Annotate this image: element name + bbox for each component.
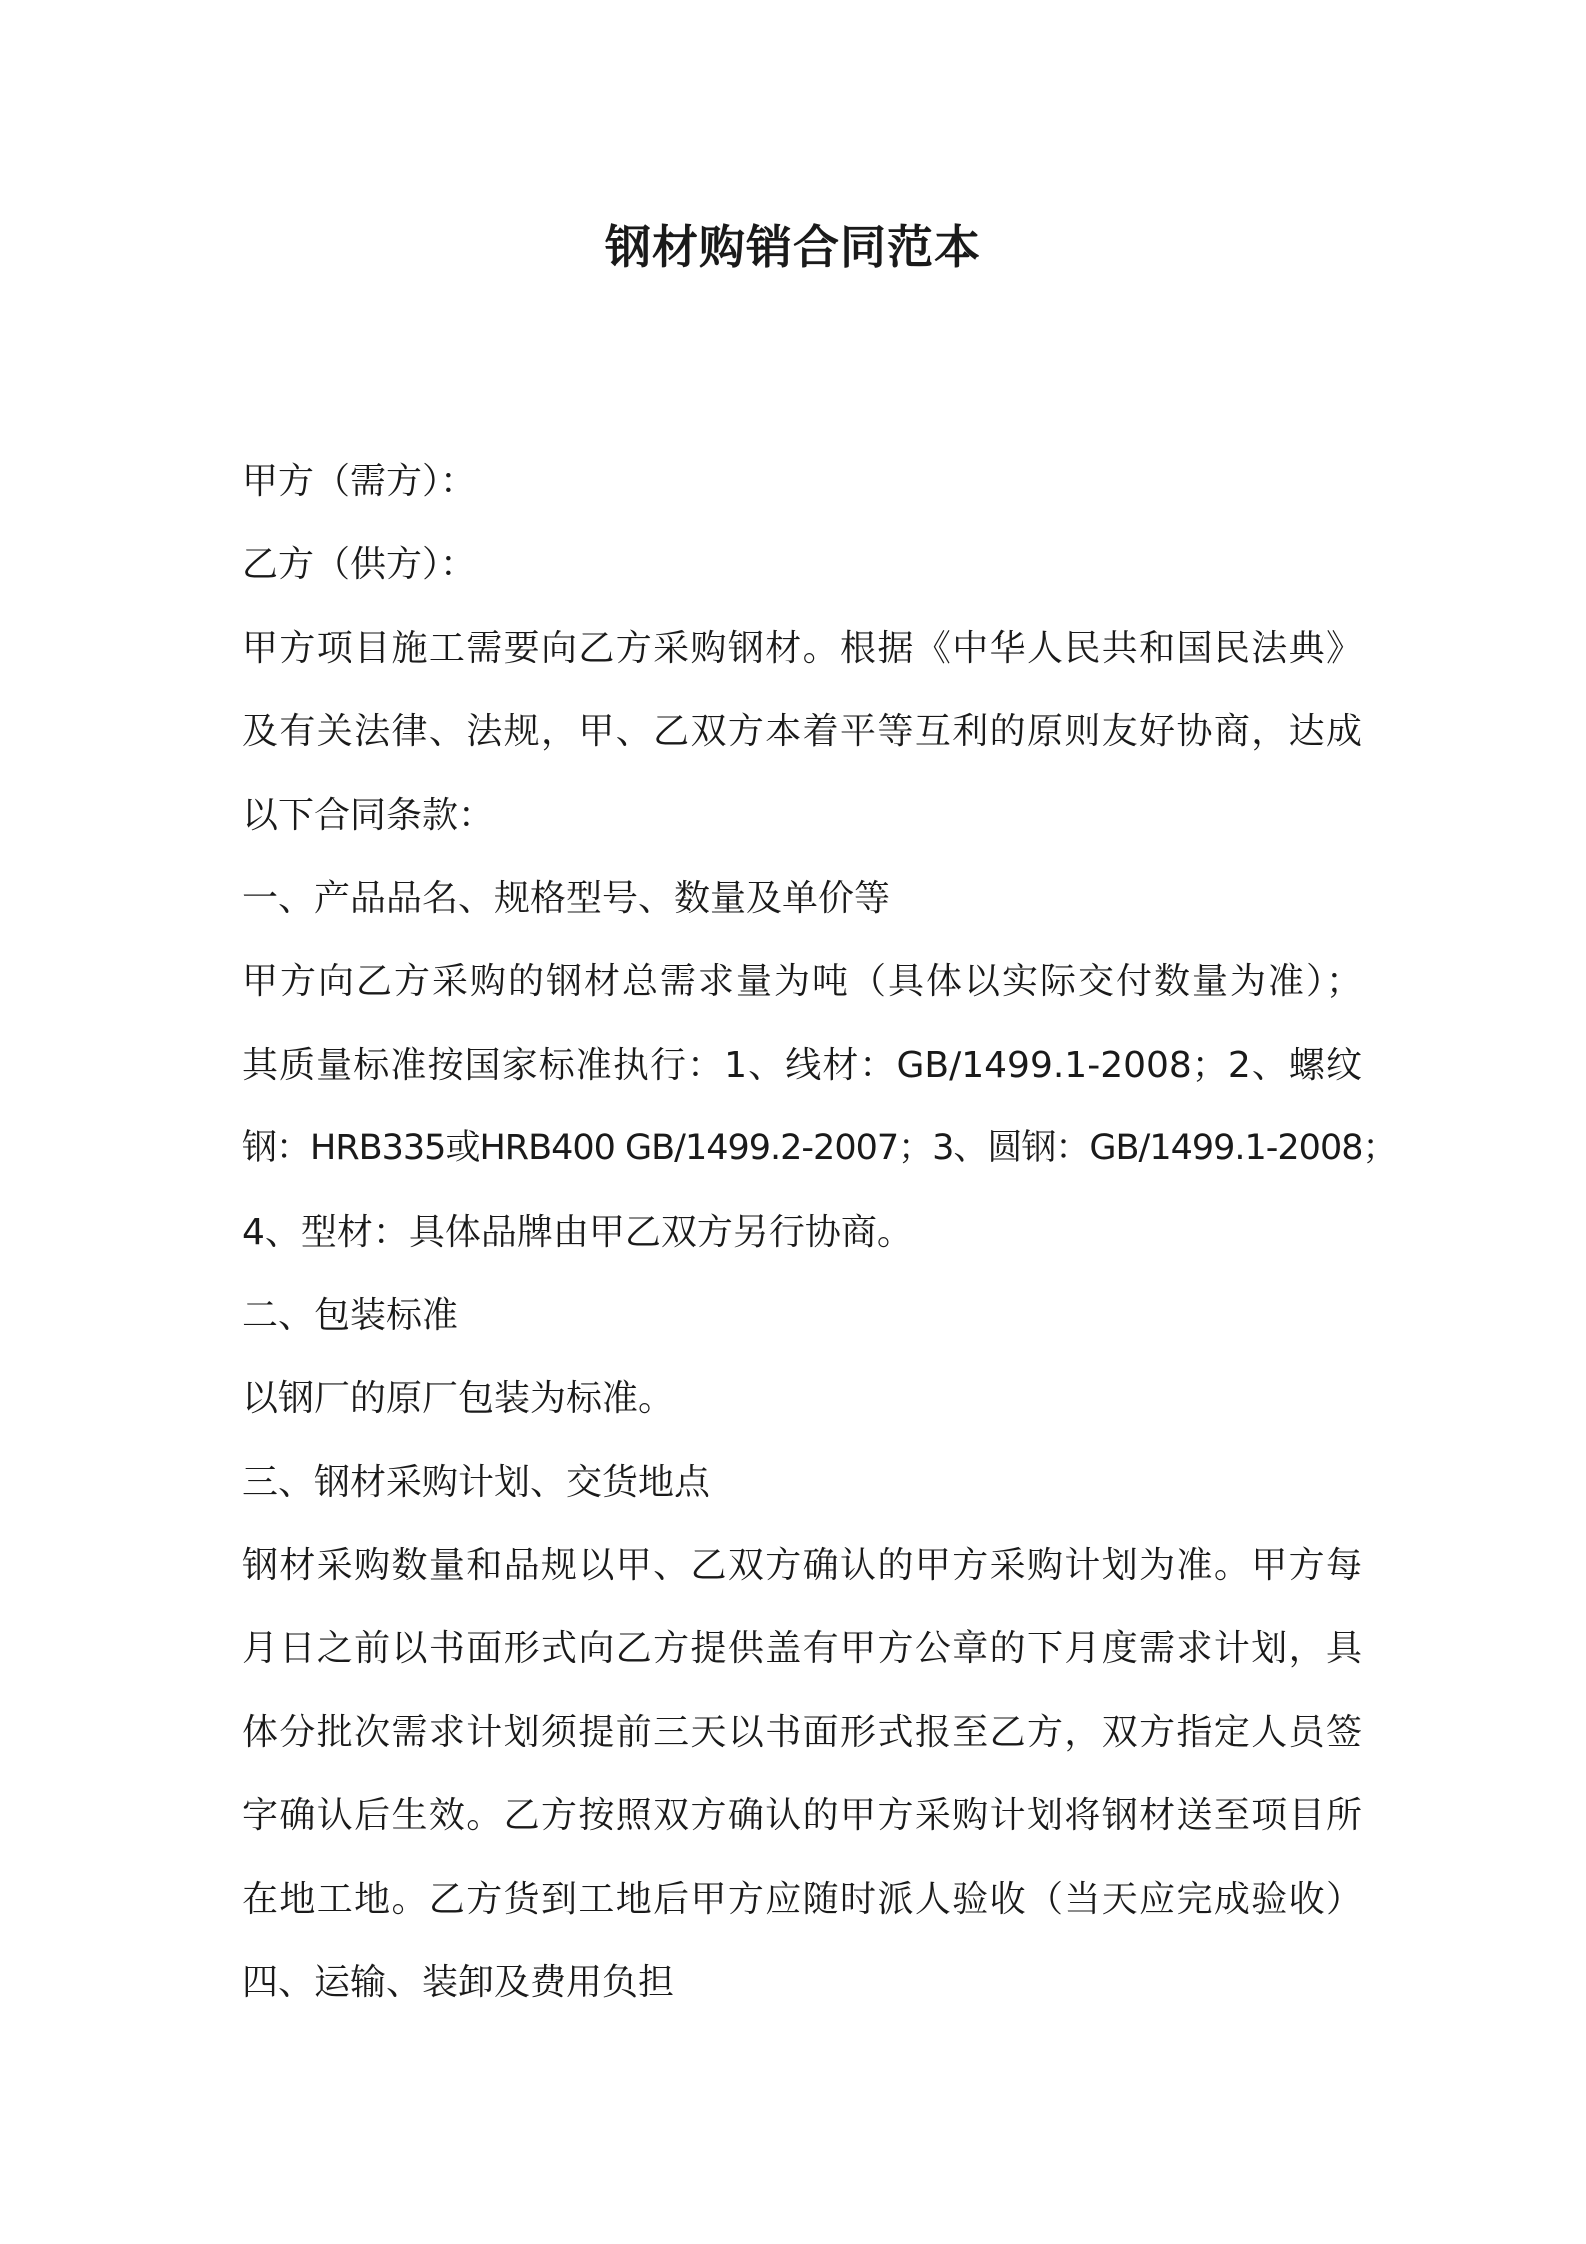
paragraph-line: 以钢厂的原厂包装为标准。 xyxy=(242,1378,675,1420)
party-a-line: 甲方（需方）： xyxy=(242,461,477,502)
paragraph-line: 及有关法律、法规，甲、乙双方本着平等互利的原则友好协商，达成 xyxy=(242,711,1362,753)
paragraph-line: 4、型材：具体品牌由甲乙双方另行协商。 xyxy=(242,1211,913,1253)
paragraph-line: 月日之前以书面形式向乙方提供盖有甲方公章的下月度需求计划，具 xyxy=(242,1628,1362,1670)
paragraph-line: 甲方向乙方采购的钢材总需求量为吨（具体以实际交付数量为准）； xyxy=(242,961,1362,1003)
paragraph-line: 甲方项目施工需要向乙方采购钢材。根据《中华人民共和国民法典》 xyxy=(242,627,1362,669)
paragraph-line: 钢材采购数量和品规以甲、乙双方确认的甲方采购计划为准。甲方每 xyxy=(242,1545,1362,1587)
paragraph-line: 以下合同条款： xyxy=(242,794,495,836)
paragraph-line: 在地工地。乙方货到工地后甲方应随时派人验收（当天应完成验收） xyxy=(242,1878,1362,1920)
section-heading-2: 二、包装标准 xyxy=(242,1294,459,1336)
party-b-line: 乙方（供方）： xyxy=(242,544,477,586)
paragraph-line: 其质量标准按国家标准执行：1、线材：GB/1499.1-2008；2、螺纹 xyxy=(242,1044,1362,1086)
document-body xyxy=(242,440,1397,2024)
paragraph-line: 体分批次需求计划须提前三天以书面形式报至乙方，双方指定人员签 xyxy=(242,1711,1362,1753)
document-title: 钢材购销合同范本 xyxy=(605,220,981,274)
section-heading-3: 三、钢材采购计划、交货地点 xyxy=(242,1461,711,1503)
section-heading-4: 四、运输、装卸及费用负担 xyxy=(242,1962,675,2004)
paragraph-line: 字确认后生效。乙方按照双方确认的甲方采购计划将钢材送至项目所 xyxy=(242,1795,1362,1837)
paragraph-line: 钢：HRB335或HRB400 GB/1499.2-2007；3、圆钢：GB/1499.1-2008； xyxy=(242,1128,1397,1169)
section-heading-1: 一、产品品名、规格型号、数量及单价等 xyxy=(242,877,891,919)
